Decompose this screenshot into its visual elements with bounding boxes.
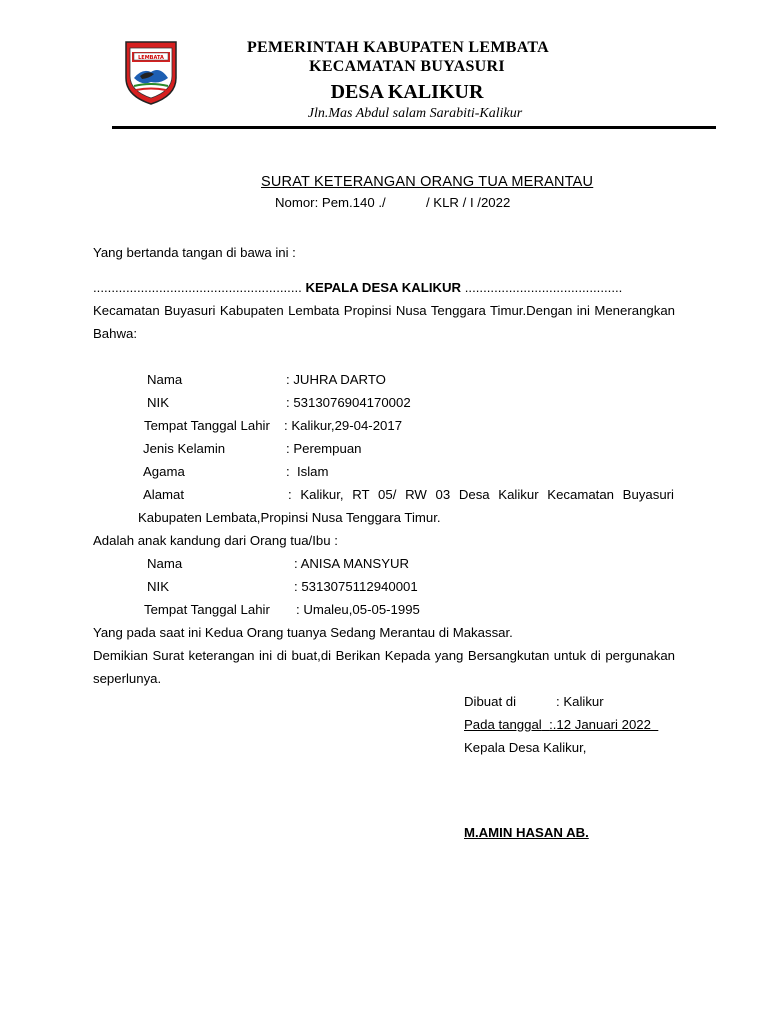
paragraph-jurisdiction: Kecamatan Buyasuri Kabupaten Lembata Propinsi Nusa Tenggara Timur.Dengan ini Menerangkan Bahwa: bbox=[93, 303, 675, 341]
logo-ribbon-text: LEMBATA bbox=[138, 55, 164, 61]
parent-ttl-label: Tempat Tanggal Lahir bbox=[144, 602, 270, 617]
child-gender-label: Jenis Kelamin bbox=[143, 441, 226, 456]
statement-text: Yang pada saat ini Kedua Orang tuanya Sedang Merantau di Makassar. bbox=[93, 625, 513, 640]
child-nik-label: NIK bbox=[147, 395, 169, 410]
parent-ttl-value: : Umaleu,05-05-1995 bbox=[296, 602, 420, 617]
signer-dots-left: ......................................................... bbox=[93, 280, 302, 295]
header-government: PEMERINTAH KABUPATEN LEMBATA bbox=[246, 39, 550, 56]
sign-date-line bbox=[464, 713, 675, 736]
signer-title: KEPALA DESA KALIKUR bbox=[305, 280, 462, 295]
child-address-value: : Kalikur, RT 05/ RW 03 Desa Kalikur Kecamatan Buyasuri bbox=[288, 487, 674, 502]
sign-place-value: : Kalikur bbox=[556, 694, 604, 709]
parent-intro: Adalah anak kandung dari Orang tua/Ibu : bbox=[93, 533, 338, 548]
header-village: DESA KALIKUR bbox=[330, 81, 484, 103]
header-subdistrict: KECAMATAN BUYASURI bbox=[309, 58, 505, 75]
intro-text: Yang bertanda tangan di bawa ini : bbox=[93, 245, 296, 260]
parent-name-value: : ANISA MANSYUR bbox=[294, 556, 410, 571]
child-name-label: Nama bbox=[147, 372, 183, 387]
document-number: Nomor: Pem.140 ./ / KLR / I /2022 bbox=[275, 195, 511, 210]
parent-nik-label: NIK bbox=[147, 579, 169, 594]
child-religion-label: Agama bbox=[143, 464, 185, 479]
sign-place-label: Dibuat di bbox=[464, 694, 517, 709]
child-name-value: : JUHRA DARTO bbox=[286, 372, 386, 387]
signer-line bbox=[93, 276, 622, 299]
header-address: Jln.Mas Abdul salam Sarabiti-Kalikur bbox=[307, 106, 523, 121]
sign-date-label: Pada tanggal bbox=[464, 717, 542, 732]
child-ttl-label: Tempat Tanggal Lahir bbox=[144, 418, 270, 433]
child-nik-value: : 5313076904170002 bbox=[286, 395, 411, 410]
child-address-continued: Kabupaten Lembata,Propinsi Nusa Tenggara Timur. bbox=[138, 510, 441, 525]
header-divider bbox=[112, 126, 716, 129]
child-gender-value: : Perempuan bbox=[286, 441, 362, 456]
child-address-label: Alamat bbox=[143, 487, 185, 502]
child-ttl-value: : Kalikur,29-04-2017 bbox=[284, 418, 403, 433]
parent-name-label: Nama bbox=[147, 556, 183, 571]
signer-dots-right: ........................................... bbox=[464, 280, 623, 295]
sign-position: Kepala Desa Kalikur, bbox=[464, 740, 587, 755]
sign-date-value: :.12 Januari 2022 bbox=[549, 717, 651, 732]
sign-name: M.AMIN HASAN AB. bbox=[464, 825, 589, 840]
document-title: SURAT KETERANGAN ORANG TUA MERANTAU bbox=[261, 174, 594, 190]
child-religion-value: : Islam bbox=[286, 464, 329, 479]
closing-paragraph: Demikian Surat keterangan ini di buat,di Berikan Kepada yang Bersangkutan untuk di pergunakan seperlunya. bbox=[93, 648, 675, 686]
parent-nik-value: : 5313075112940001 bbox=[294, 579, 418, 594]
